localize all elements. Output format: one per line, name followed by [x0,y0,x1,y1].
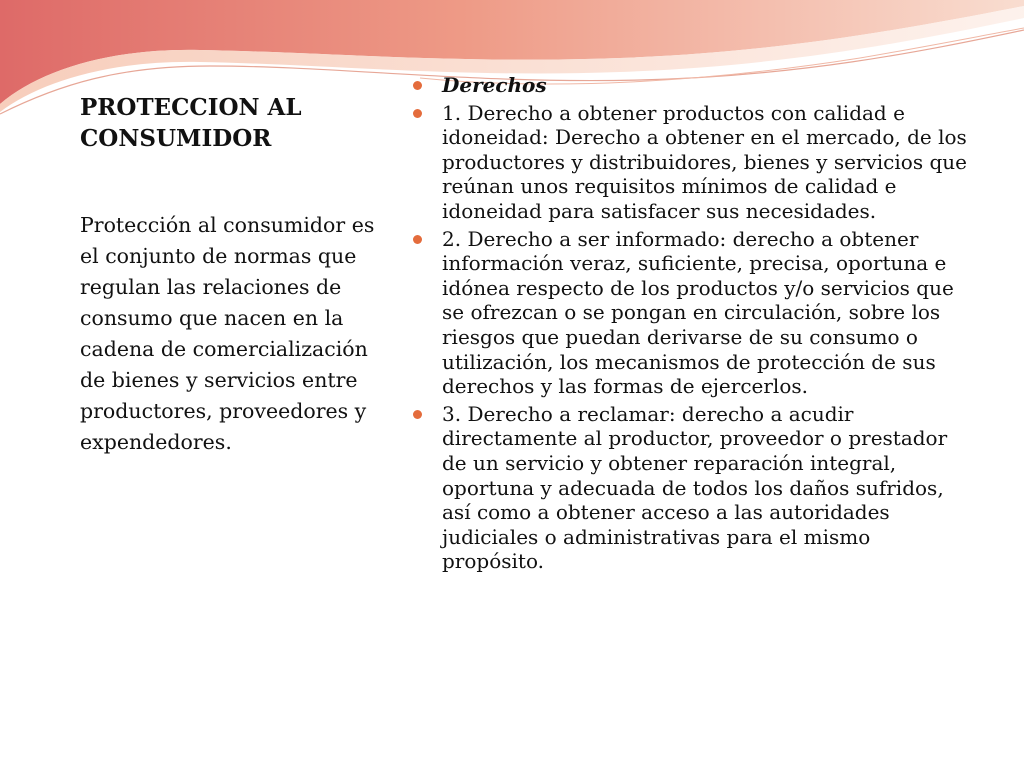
slide-title-line-2: CONSUMIDOR [80,125,272,152]
right-item-text: 1. Derecho a obtener productos con calidad e idoneidad: Derecho a obtener en el mercado, de los productores y distribuidores, bienes y servicios que reúnan unos requisitos mínimos de calidad e idoneidad para satisfacer sus necesidades. [442,100,967,223]
slide-title-line-1: PROTECCION AL [80,94,302,121]
left-column [80,92,390,458]
rights-heading: Derechos [442,73,547,97]
right-item-text: 3. Derecho a reclamar: derecho a acudir directamente al productor, proveedor o prestador de un servicio y obtener reparación integral, oportuna y adecuada de todos los daños sufridos, así como a obtener acceso a las autoridades judiciales o administrativas para el mismo propósito. [442,401,948,574]
list-item [413,73,973,98]
right-column [413,73,973,577]
slide-title [80,92,390,154]
rights-list [413,73,973,574]
list-item [413,227,973,399]
bullet-dot-icon [413,81,422,90]
list-item [413,101,973,224]
list-item [413,402,973,574]
bullet-dot-icon [413,235,422,244]
bullet-dot-icon [413,410,422,419]
bullet-dot-icon [413,109,422,118]
intro-paragraph: Protección al consumidor es el conjunto de normas que regulan las relaciones de consumo que nacen en la cadena de comercialización de bienes y servicios entre productores, proveedores y expendedores. [80,213,375,454]
right-item-text: 2. Derecho a ser informado: derecho a obtener información veraz, suficiente, precisa, oportuna e idónea respecto de los productos y/o servicios que se ofrezcan o se pongan en circulación, sobre los riesgos que puedan derivarse de su consumo o utilización, los mecanismos de protección de sus derechos y las formas de ejercerlos. [442,226,954,399]
